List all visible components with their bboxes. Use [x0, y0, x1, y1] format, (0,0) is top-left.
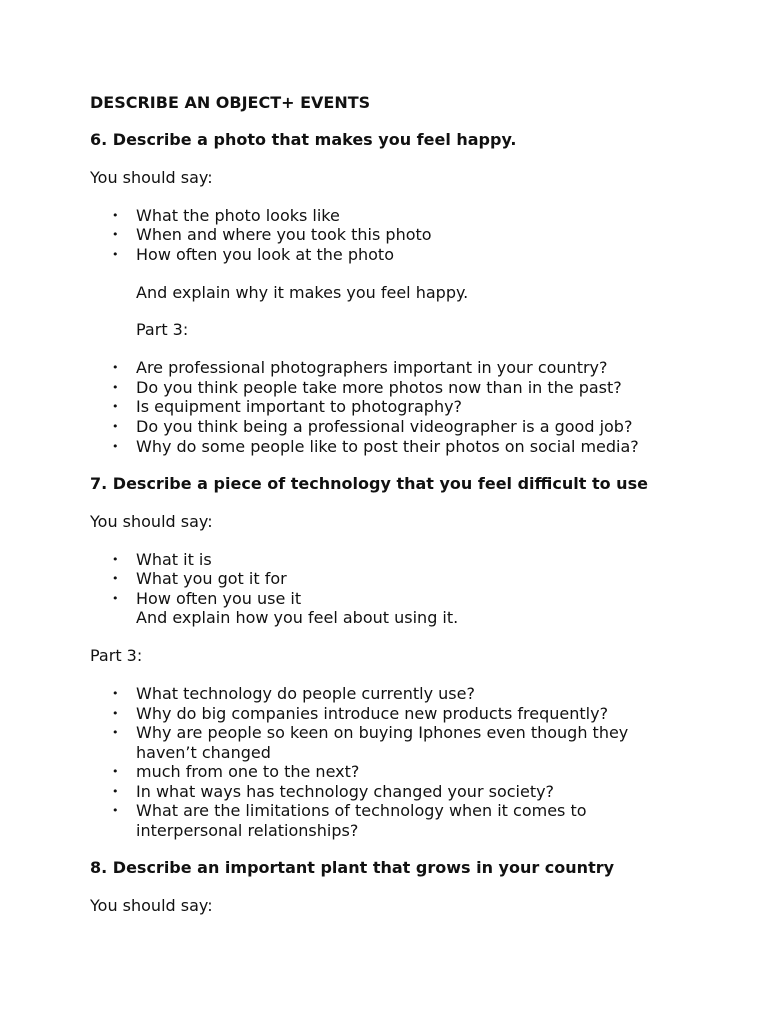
section-6-part3-item: Why do some people like to post their photos on social media?: [136, 437, 639, 456]
section-8-title: 8. Describe an important plant that grows in your country: [90, 858, 615, 877]
bullet-icon: •: [112, 707, 119, 720]
bullet-icon: •: [112, 592, 119, 605]
bullet-icon: •: [112, 804, 119, 817]
section-7-part3-item: Why do big companies introduce new products frequently?: [136, 704, 609, 723]
section-7-cue-item: What it is: [136, 550, 212, 569]
bullet-icon: •: [112, 726, 119, 739]
section-7-part3-item: What technology do people currently use?: [136, 684, 475, 703]
bullet-icon: •: [112, 381, 119, 394]
bullet-icon: •: [112, 785, 119, 798]
section-7-part3-label: Part 3:: [90, 646, 143, 665]
bullet-icon: •: [112, 248, 119, 261]
section-7-part3-item-line1: Why are people so keen on buying Iphones even though they: [136, 723, 629, 742]
section-8-should-say: You should say:: [90, 896, 213, 915]
bullet-icon: •: [112, 228, 119, 241]
section-6-part3-item: Do you think being a professional videographer is a good job?: [136, 417, 633, 436]
section-6-should-say: You should say:: [90, 168, 213, 187]
section-6-title: 6. Describe a photo that makes you feel happy.: [90, 130, 517, 149]
bullet-icon: •: [112, 553, 119, 566]
section-7-part3-item-line2: interpersonal relationships?: [136, 821, 359, 840]
section-6-cue-item: What the photo looks like: [136, 206, 340, 225]
section-6-cue-item: How often you look at the photo: [136, 245, 394, 264]
bullet-icon: •: [112, 400, 119, 413]
bullet-icon: •: [112, 572, 119, 585]
section-7-cue-item: What you got it for: [136, 569, 287, 588]
section-6-part3-item: Do you think people take more photos now than in the past?: [136, 378, 622, 397]
section-7-part3-item-line1: What are the limitations of technology when it comes to: [136, 801, 587, 820]
bullet-icon: •: [112, 420, 119, 433]
bullet-icon: •: [112, 765, 119, 778]
section-6-part3-item: Are professional photographers important in your country?: [136, 358, 608, 377]
section-6-part3-label: Part 3:: [136, 320, 189, 339]
bullet-icon: •: [112, 209, 119, 222]
bullet-icon: •: [112, 440, 119, 453]
section-7-part3-item: In what ways has technology changed your society?: [136, 782, 555, 801]
section-7-should-say: You should say:: [90, 512, 213, 531]
section-6-part3-item: Is equipment important to photography?: [136, 397, 463, 416]
section-7-explain: And explain how you feel about using it.: [136, 608, 459, 627]
section-7-part3-item: much from one to the next?: [136, 762, 360, 781]
bullet-icon: •: [112, 687, 119, 700]
document-heading: DESCRIBE AN OBJECT+ EVENTS: [90, 93, 371, 112]
section-7-cue-item: How often you use it: [136, 589, 302, 608]
section-7-part3-item-line2: haven’t changed: [136, 743, 271, 762]
section-6-explain: And explain why it makes you feel happy.: [136, 283, 469, 302]
bullet-icon: •: [112, 361, 119, 374]
section-7-title: 7. Describe a piece of technology that you feel difficult to use: [90, 474, 648, 493]
section-6-cue-item: When and where you took this photo: [136, 225, 432, 244]
